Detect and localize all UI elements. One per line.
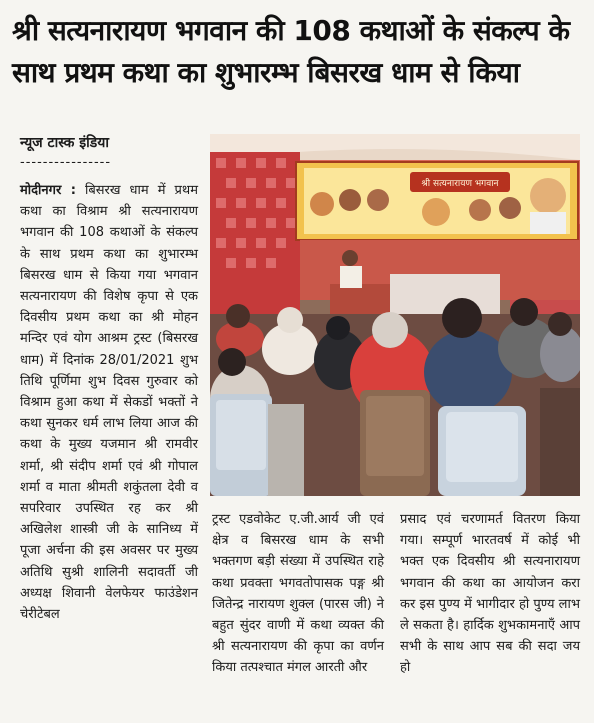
- byline: न्यूज टास्क इंडिया: [20, 135, 110, 151]
- banner-title: श्री सत्यनारायण भगवान: [421, 179, 499, 189]
- article-column-3: प्रसाद एवं चरणामर्त वितरण किया गया। सम्पूर्ण भारतवर्ष में कोई भी भक्त एक दिवसीय श्री सत्यनारायण भगवान की कथा का आयोजन करा कर इस पुण्य में भागीदार हो पुण्य लाभ ले सकता है। हार्दिक शुभकामनाएँ आप सभी के साथ आप सब की सदा जय हो: [400, 512, 580, 676]
- dateline: मोदीनगर :: [20, 183, 76, 198]
- column-1-text: बिसरख धाम में प्रथम कथा का विश्राम श्री सत्यनारायण भगवान की 108 कथाओं के संकल्प के साथ प्रथम कथा का शुभारम्भ बिसरख धाम से किया गया भगवान सत्यनारायण की विशेष कृपा से एक दिवसीय प्रथम कथा का श्री मोहन मन्दिर एवं योग आश्रम ट्रस्ट (बिसरख धाम) में दिनांक 28/01/2021 शुभ तिथि पूर्णिमा शुभ दिवस गुरुवार को विश्राम हुआ कथा में सेकडों भक्तों ने कथा सुनकर धर्म लाभ लिया आज की कथा के मुख्य यजमान श्री रामवीर शर्मा, श्री संदीप शर्मा एवं श्री गोपाल शर्मा व माता श्रीमती शकुंतला देवी व सपरिवार उपस्थित रह कर श्री अखिलेश शास्त्री जी के सानिध्य में पूजा अर्चना की इस अवसर पर मुख्य अतिथि सुश्री शालिनी सदावर्ती जी अध्यक्ष शिवानी वेलफेयर फाउंडेशन चेरीटेबल: [20, 183, 198, 623]
- article-column-2: ट्रस्ट एडवोकेट ए.जी.आर्य जी एवं क्षेत्र व बिसरख धाम के सभी भक्तगण बड़ी संख्या में उपस्थित राहे कथा प्रवक्ता भगवतोपासक पङ्ग श्री जितेन्द्र नारायण शुक्ल (पारस जी) ने बहुत सुंदर वाणी में कथा व्यक्त की श्री सत्यनारायण की कृपा का वर्णन किया तत्पश्चात मंगल आरती और: [212, 512, 384, 676]
- event-photo: [210, 134, 580, 496]
- headline: श्री सत्यनारायण भगवान की 108 कथाओं के संकल्प के साथ प्रथम कथा का शुभारम्भ बिसरख धाम से किया: [12, 14, 570, 89]
- event-banner: [296, 162, 578, 240]
- article-column-1: [20, 180, 198, 625]
- byline-separator: ----------------: [20, 155, 112, 170]
